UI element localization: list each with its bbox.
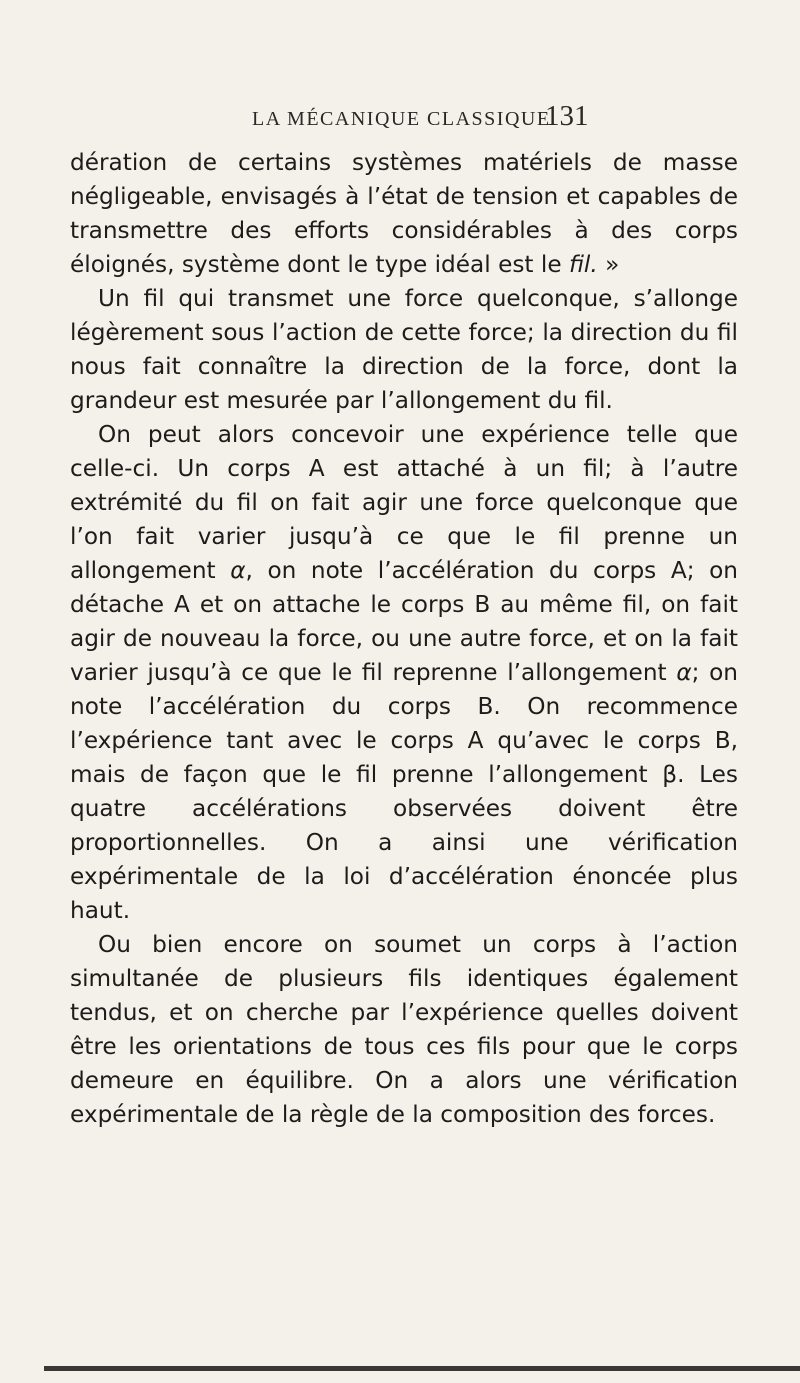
text-span: On peut alors concevoir une expérience telle que celle-ci. Un corps A est attaché à un fil; à l’autre extrémité du fil on fait agir une force quelconque que l’on fait varier jusqu’à ce que le fil prenne un allongement — [70, 421, 738, 584]
paragraph-2 — [70, 282, 738, 418]
text-span: , on note l’accélération du corps A; on détache A et on attache le corps B au même fil, on fait agir de nouveau la force, ou une autre force, et on la fait varier jusqu’à ce que le fil reprenne l’allongement — [70, 557, 738, 686]
running-head — [0, 98, 800, 138]
body-text — [70, 146, 738, 1132]
text-span: Un fil qui transmet une force quelconque, s’allonge légèrement sous l’action de cette force; la direction du fil nous fait connaître la direction de la force, dont la grandeur est mesurée par l’allongement du fil. — [70, 285, 738, 414]
paragraph-1 — [70, 146, 738, 282]
bottom-edge-rule — [44, 1366, 800, 1371]
paragraph-4 — [70, 928, 738, 1132]
text-span: » — [597, 251, 620, 278]
running-title: LA MÉCANIQUE CLASSIQUE — [252, 108, 551, 130]
italic-symbol: α — [230, 557, 246, 584]
paragraph-3 — [70, 418, 738, 928]
italic-term: fil. — [568, 251, 598, 278]
text-span: ; on note l’accélération du corps B. On recommence l’expérience tant avec le corps A qu’avec le corps B, mais de façon que le fil prenne l’allongement β. Les quatre accélérations observées doivent être proportionnelles. On a ainsi une vérification expérimentale de la loi d’accélération énoncée plus haut. — [70, 659, 738, 924]
italic-symbol: α — [676, 659, 692, 686]
text-span: dération de certains systèmes matériels de masse négligeable, envisagés à l’état de tension et capables de transmettre des efforts considérables à des corps éloignés, système dont le type idéal est le — [70, 149, 738, 278]
page-number: 131 — [545, 100, 589, 132]
text-span: Ou bien encore on soumet un corps à l’action simultanée de plusieurs fils identiques également tendus, et on cherche par l’expérience quelles doivent être les orientations de tous ces fils pour que le corps demeure en équilibre. On a alors une vérification expérimentale de la règle de la composition des forces. — [70, 931, 738, 1128]
